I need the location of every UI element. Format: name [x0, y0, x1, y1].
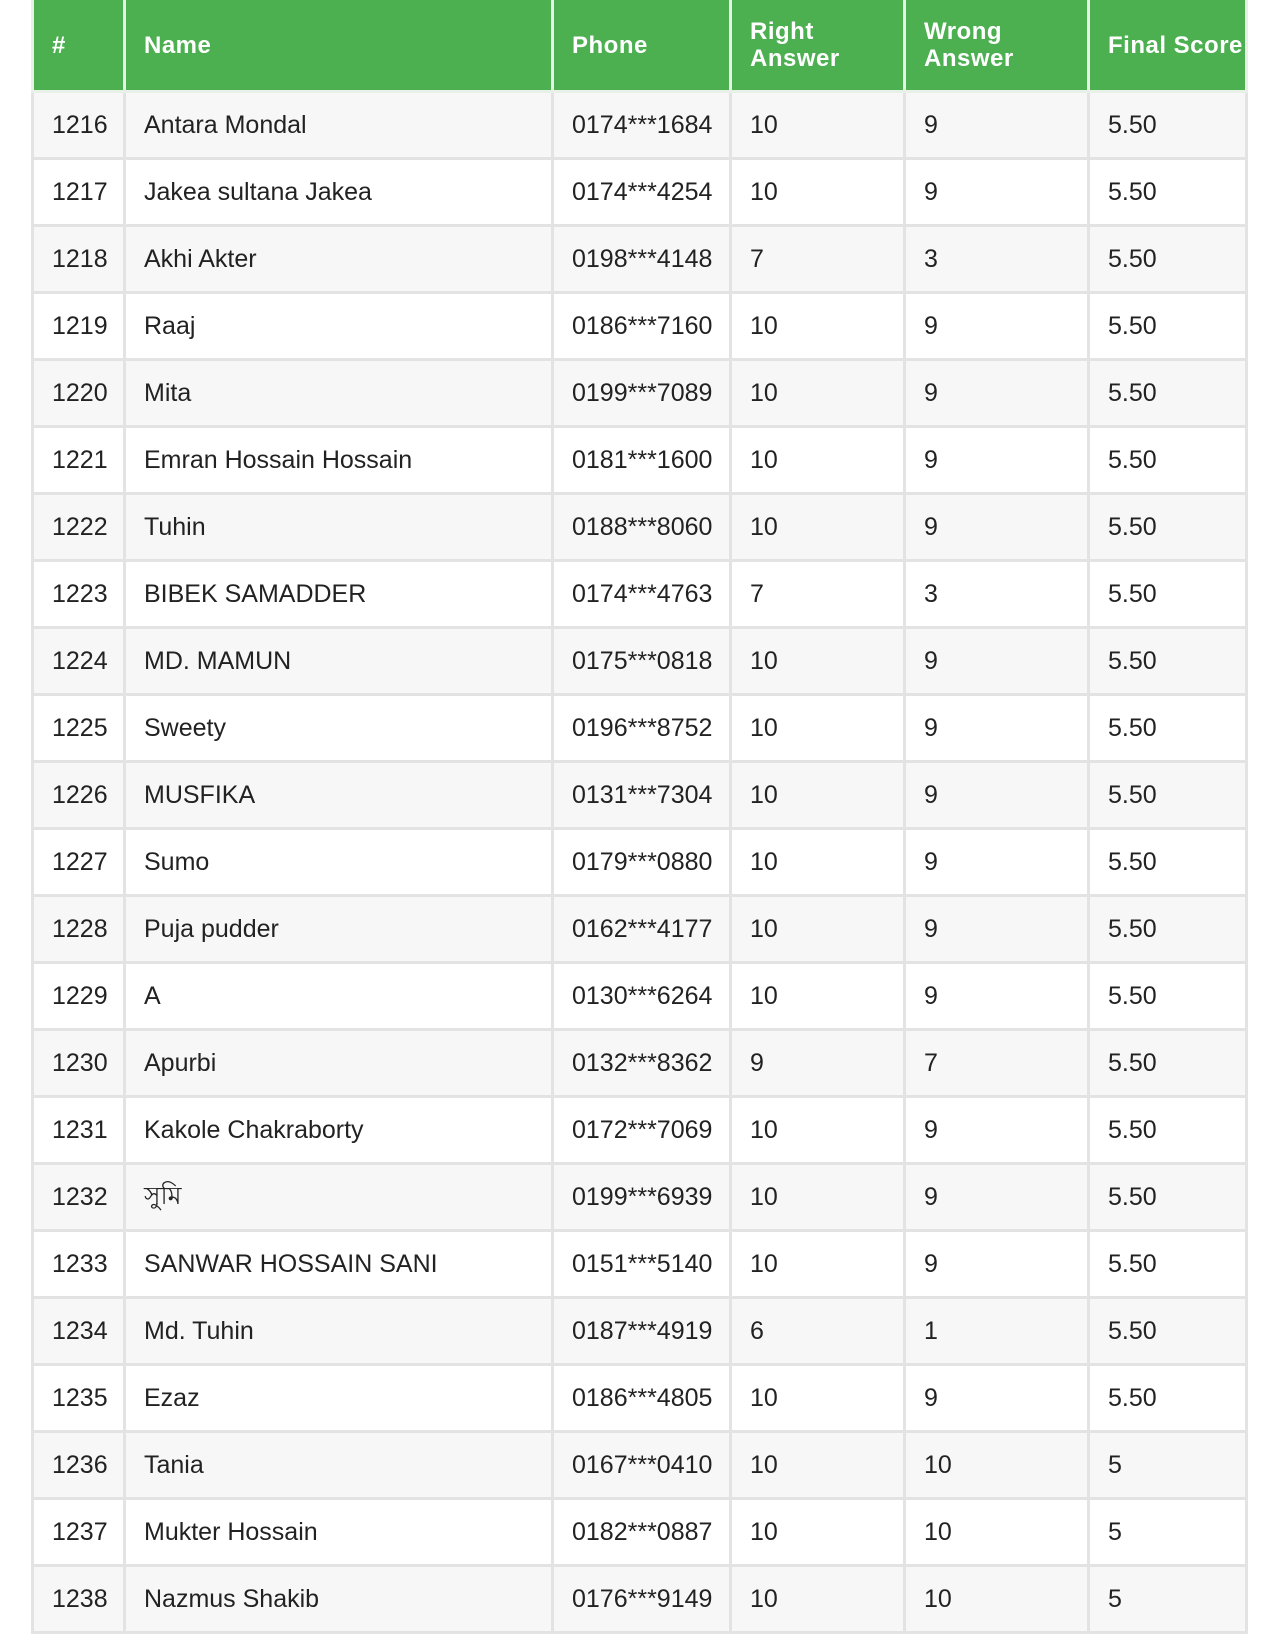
- cell-phone: 0174***4254: [553, 159, 731, 226]
- cell-final-score: 5.50: [1089, 829, 1247, 896]
- header-number: #: [33, 0, 125, 92]
- cell-number: 1222: [33, 494, 125, 561]
- cell-number: 1216: [33, 92, 125, 159]
- cell-right-answer: 10: [731, 494, 905, 561]
- table-row: [33, 1298, 1247, 1365]
- table-row: [33, 159, 1247, 226]
- cell-number: 1224: [33, 628, 125, 695]
- cell-phone: 0182***0887: [553, 1499, 731, 1566]
- cell-number: 1230: [33, 1030, 125, 1097]
- cell-name: MUSFIKA: [125, 762, 553, 829]
- cell-name: Antara Mondal: [125, 92, 553, 159]
- cell-phone: 0174***4763: [553, 561, 731, 628]
- cell-number: 1223: [33, 561, 125, 628]
- cell-wrong-answer: 9: [905, 92, 1089, 159]
- cell-number: 1219: [33, 293, 125, 360]
- table-row: [33, 1231, 1247, 1298]
- cell-right-answer: 10: [731, 762, 905, 829]
- cell-wrong-answer: 3: [905, 561, 1089, 628]
- table-row: [33, 829, 1247, 896]
- cell-right-answer: 10: [731, 427, 905, 494]
- cell-final-score: 5.50: [1089, 1097, 1247, 1164]
- cell-final-score: 5.50: [1089, 360, 1247, 427]
- cell-right-answer: 10: [731, 829, 905, 896]
- cell-phone: 0176***9149: [553, 1566, 731, 1633]
- cell-name: Nazmus Shakib: [125, 1566, 553, 1633]
- table-row: [33, 1566, 1247, 1633]
- cell-phone: 0179***0880: [553, 829, 731, 896]
- cell-number: 1231: [33, 1097, 125, 1164]
- header-phone: Phone: [553, 0, 731, 92]
- cell-phone: 0188***8060: [553, 494, 731, 561]
- cell-number: 1232: [33, 1164, 125, 1231]
- cell-phone: 0186***4805: [553, 1365, 731, 1432]
- cell-final-score: 5.50: [1089, 1365, 1247, 1432]
- header-name: Name: [125, 0, 553, 92]
- cell-phone: 0130***6264: [553, 963, 731, 1030]
- cell-phone: 0199***6939: [553, 1164, 731, 1231]
- cell-name: Tania: [125, 1432, 553, 1499]
- cell-name: Mita: [125, 360, 553, 427]
- cell-wrong-answer: 10: [905, 1499, 1089, 1566]
- cell-wrong-answer: 9: [905, 159, 1089, 226]
- header-right-answer: Right Answer: [731, 0, 905, 92]
- cell-phone: 0186***7160: [553, 293, 731, 360]
- cell-wrong-answer: 1: [905, 1298, 1089, 1365]
- cell-final-score: 5.50: [1089, 695, 1247, 762]
- cell-final-score: 5.50: [1089, 628, 1247, 695]
- cell-final-score: 5: [1089, 1499, 1247, 1566]
- cell-final-score: 5: [1089, 1432, 1247, 1499]
- cell-number: 1220: [33, 360, 125, 427]
- cell-right-answer: 10: [731, 1164, 905, 1231]
- cell-final-score: 5.50: [1089, 561, 1247, 628]
- cell-number: 1236: [33, 1432, 125, 1499]
- cell-wrong-answer: 9: [905, 1097, 1089, 1164]
- cell-name: Md. Tuhin: [125, 1298, 553, 1365]
- cell-number: 1225: [33, 695, 125, 762]
- cell-name: সুমি: [125, 1164, 553, 1231]
- cell-final-score: 5.50: [1089, 1164, 1247, 1231]
- cell-wrong-answer: 9: [905, 896, 1089, 963]
- cell-right-answer: 10: [731, 293, 905, 360]
- cell-phone: 0167***0410: [553, 1432, 731, 1499]
- cell-final-score: 5.50: [1089, 896, 1247, 963]
- cell-wrong-answer: 9: [905, 427, 1089, 494]
- cell-right-answer: 7: [731, 561, 905, 628]
- cell-name: Tuhin: [125, 494, 553, 561]
- cell-wrong-answer: 9: [905, 1164, 1089, 1231]
- cell-wrong-answer: 10: [905, 1566, 1089, 1633]
- cell-wrong-answer: 9: [905, 360, 1089, 427]
- cell-right-answer: 10: [731, 360, 905, 427]
- cell-final-score: 5.50: [1089, 494, 1247, 561]
- cell-wrong-answer: 3: [905, 226, 1089, 293]
- table-row: [33, 1365, 1247, 1432]
- cell-name: Ezaz: [125, 1365, 553, 1432]
- header-row: [33, 0, 1247, 92]
- table-row: [33, 695, 1247, 762]
- cell-name: Apurbi: [125, 1030, 553, 1097]
- cell-number: 1217: [33, 159, 125, 226]
- cell-wrong-answer: 9: [905, 963, 1089, 1030]
- cell-number: 1226: [33, 762, 125, 829]
- cell-name: MD. MAMUN: [125, 628, 553, 695]
- cell-phone: 0162***4177: [553, 896, 731, 963]
- cell-name: Mukter Hossain: [125, 1499, 553, 1566]
- cell-name: Sumo: [125, 829, 553, 896]
- cell-right-answer: 10: [731, 1365, 905, 1432]
- cell-right-answer: 10: [731, 1097, 905, 1164]
- cell-right-answer: 10: [731, 1231, 905, 1298]
- cell-name: Jakea sultana Jakea: [125, 159, 553, 226]
- cell-wrong-answer: 9: [905, 1231, 1089, 1298]
- cell-wrong-answer: 9: [905, 293, 1089, 360]
- cell-wrong-answer: 9: [905, 762, 1089, 829]
- cell-number: 1234: [33, 1298, 125, 1365]
- cell-name: SANWAR HOSSAIN SANI: [125, 1231, 553, 1298]
- cell-right-answer: 10: [731, 963, 905, 1030]
- cell-phone: 0172***7069: [553, 1097, 731, 1164]
- cell-phone: 0181***1600: [553, 427, 731, 494]
- cell-number: 1228: [33, 896, 125, 963]
- cell-right-answer: 10: [731, 896, 905, 963]
- cell-final-score: 5.50: [1089, 293, 1247, 360]
- cell-right-answer: 10: [731, 159, 905, 226]
- table-row: [33, 896, 1247, 963]
- cell-phone: 0198***4148: [553, 226, 731, 293]
- cell-final-score: 5.50: [1089, 92, 1247, 159]
- table-row: [33, 561, 1247, 628]
- cell-phone: 0151***5140: [553, 1231, 731, 1298]
- cell-phone: 0174***1684: [553, 92, 731, 159]
- cell-right-answer: 10: [731, 92, 905, 159]
- cell-right-answer: 10: [731, 1499, 905, 1566]
- table-row: [33, 92, 1247, 159]
- cell-final-score: 5.50: [1089, 226, 1247, 293]
- cell-number: 1235: [33, 1365, 125, 1432]
- cell-number: 1238: [33, 1566, 125, 1633]
- results-table: [31, 0, 1248, 1634]
- table-row: [33, 1164, 1247, 1231]
- cell-final-score: 5.50: [1089, 963, 1247, 1030]
- cell-phone: 0199***7089: [553, 360, 731, 427]
- table-row: [33, 1432, 1247, 1499]
- table-row: [33, 628, 1247, 695]
- cell-wrong-answer: 9: [905, 695, 1089, 762]
- cell-name: Akhi Akter: [125, 226, 553, 293]
- cell-right-answer: 10: [731, 628, 905, 695]
- cell-wrong-answer: 9: [905, 494, 1089, 561]
- cell-right-answer: 9: [731, 1030, 905, 1097]
- table-row: [33, 494, 1247, 561]
- cell-right-answer: 10: [731, 1432, 905, 1499]
- cell-final-score: 5.50: [1089, 1298, 1247, 1365]
- cell-number: 1233: [33, 1231, 125, 1298]
- cell-name: Puja pudder: [125, 896, 553, 963]
- cell-right-answer: 7: [731, 226, 905, 293]
- table-row: [33, 1030, 1247, 1097]
- cell-wrong-answer: 9: [905, 628, 1089, 695]
- cell-final-score: 5.50: [1089, 159, 1247, 226]
- cell-name: Emran Hossain Hossain: [125, 427, 553, 494]
- cell-right-answer: 10: [731, 1566, 905, 1633]
- table-header: [33, 0, 1247, 92]
- cell-number: 1227: [33, 829, 125, 896]
- cell-number: 1221: [33, 427, 125, 494]
- cell-final-score: 5.50: [1089, 1231, 1247, 1298]
- cell-final-score: 5: [1089, 1566, 1247, 1633]
- cell-phone: 0187***4919: [553, 1298, 731, 1365]
- cell-wrong-answer: 7: [905, 1030, 1089, 1097]
- table-body: [33, 92, 1247, 1633]
- cell-phone: 0131***7304: [553, 762, 731, 829]
- cell-final-score: 5.50: [1089, 762, 1247, 829]
- table-row: [33, 427, 1247, 494]
- cell-wrong-answer: 9: [905, 829, 1089, 896]
- table-row: [33, 293, 1247, 360]
- cell-phone: 0196***8752: [553, 695, 731, 762]
- cell-number: 1218: [33, 226, 125, 293]
- cell-wrong-answer: 9: [905, 1365, 1089, 1432]
- cell-final-score: 5.50: [1089, 1030, 1247, 1097]
- table-row: [33, 1499, 1247, 1566]
- cell-name: BIBEK SAMADDER: [125, 561, 553, 628]
- cell-number: 1229: [33, 963, 125, 1030]
- cell-wrong-answer: 10: [905, 1432, 1089, 1499]
- cell-final-score: 5.50: [1089, 427, 1247, 494]
- header-final-score: Final Score: [1089, 0, 1247, 92]
- cell-right-answer: 6: [731, 1298, 905, 1365]
- table-row: [33, 226, 1247, 293]
- cell-name: Kakole Chakraborty: [125, 1097, 553, 1164]
- header-wrong-answer: Wrong Answer: [905, 0, 1089, 92]
- table-row: [33, 1097, 1247, 1164]
- cell-name: Raaj: [125, 293, 553, 360]
- cell-phone: 0132***8362: [553, 1030, 731, 1097]
- cell-number: 1237: [33, 1499, 125, 1566]
- cell-name: A: [125, 963, 553, 1030]
- table-row: [33, 360, 1247, 427]
- cell-name: Sweety: [125, 695, 553, 762]
- cell-right-answer: 10: [731, 695, 905, 762]
- table-row: [33, 963, 1247, 1030]
- table-row: [33, 762, 1247, 829]
- cell-phone: 0175***0818: [553, 628, 731, 695]
